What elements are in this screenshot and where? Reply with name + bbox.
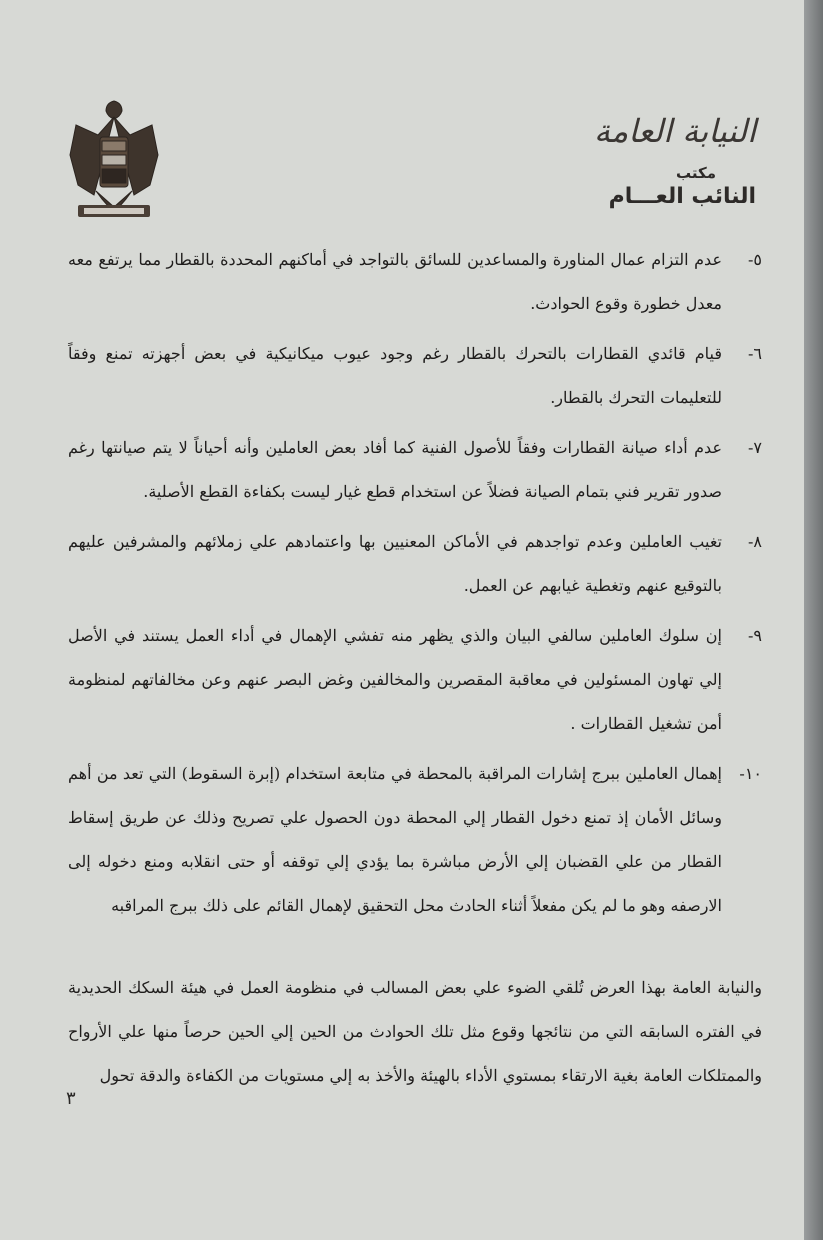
list-item-number: ٧- xyxy=(748,438,762,457)
page-number: ٣ xyxy=(66,1088,76,1109)
list-item-text: تغيب العاملين وعدم تواجدهم في الأماكن المعنيين بها واعتمادهم علي زملائهم والمشرفين عليهم بالتوقيع عنهم وتغطية غيابهم عن العمل. xyxy=(68,532,722,595)
list-item-number: ١٠- xyxy=(739,764,762,783)
closing-paragraph: والنيابة العامة بهذا العرض تُلقي الضوء علي بعض المسالب في منظومة العمل في هيئة السكك الحديدية في الفتره السابقه التي من نتائجها وقوع مثل تلك الحوادث من الحين إلي الحين حرصاً منها علي الأرواح والممتلكات العامة بغية الارتقاء بمستوي الأداء بالهيئة والأخذ به إلي مستويات من الكفاءة والدقة تحول xyxy=(68,978,762,1085)
list-item xyxy=(68,426,762,514)
list-item xyxy=(68,614,762,746)
list-item-text: إهمال العاملين ببرج إشارات المراقبة بالمحطة في متابعة استخدام (إبرة السقوط) التي تعد من أهم وسائل الأمان إذ تمنع دخول القطار إلي المحطة دون الحصول علي تصريح وذلك عن طريق إسقاط القطار من علي القضبان إلي الأرض مباشرة بما يؤدي إلي توقفه أو حتى انقلابه ومنع دخوله إلى الارصفه وهو ما لم يكن مفعلاً أثناء الحادث محل التحقيق لإهمال القائم على ذلك ببرج المراقبه xyxy=(68,764,722,915)
eagle-of-saladin-emblem-icon xyxy=(68,95,160,223)
list-item xyxy=(68,332,762,420)
list-item-text: إن سلوك العاملين سالفي البيان والذي يظهر منه تفشي الإهمال في أداء العمل يستند في الأصل إلي تهاون المسئولين في معاقبة المقصرين والمخالفين وغض البصر عنهم وعن مخالفاتهم لمنظومة أمن تشغيل القطارات . xyxy=(68,626,722,733)
list-item-number: ٥- xyxy=(748,250,762,269)
list-item xyxy=(68,238,762,326)
list-item-number: ٩- xyxy=(748,626,762,645)
letterhead-office-name: النائب العـــام xyxy=(608,184,756,209)
document-body xyxy=(68,238,762,1098)
list-item-number: ٦- xyxy=(748,344,762,363)
list-item xyxy=(68,520,762,608)
list-item-number: ٨- xyxy=(748,532,762,551)
list-item xyxy=(68,752,762,928)
letterhead-title: النيابة العامة xyxy=(593,112,756,150)
list-item-text: عدم أداء صيانة القطارات وفقاً للأصول الفنية كما أفاد بعض العاملين وأنه أحياناً لا يتم صيانتها رغم صدور تقرير فني بتمام الصيانة فضلاً عن استخدام قطع غيار ليست بكفاءة القطع الأصلية. xyxy=(68,438,722,501)
list-item-text: قيام قائدي القطارات بالتحرك بالقطار رغم وجود عيوب ميكانيكية في بعض أجهزته تمنع وفقاً للتعليمات التحرك بالقطار. xyxy=(68,344,723,407)
letterhead xyxy=(516,112,756,222)
letterhead-office-label: مكتب xyxy=(675,164,716,182)
page-edge-background xyxy=(804,0,823,1240)
list-item-text: عدم التزام عمال المناورة والمساعدين للسائق بالتواجد في أماكنهم المحددة بالقطار مما يرتفع معه معدل خطورة وقوع الحوادث. xyxy=(68,250,723,313)
